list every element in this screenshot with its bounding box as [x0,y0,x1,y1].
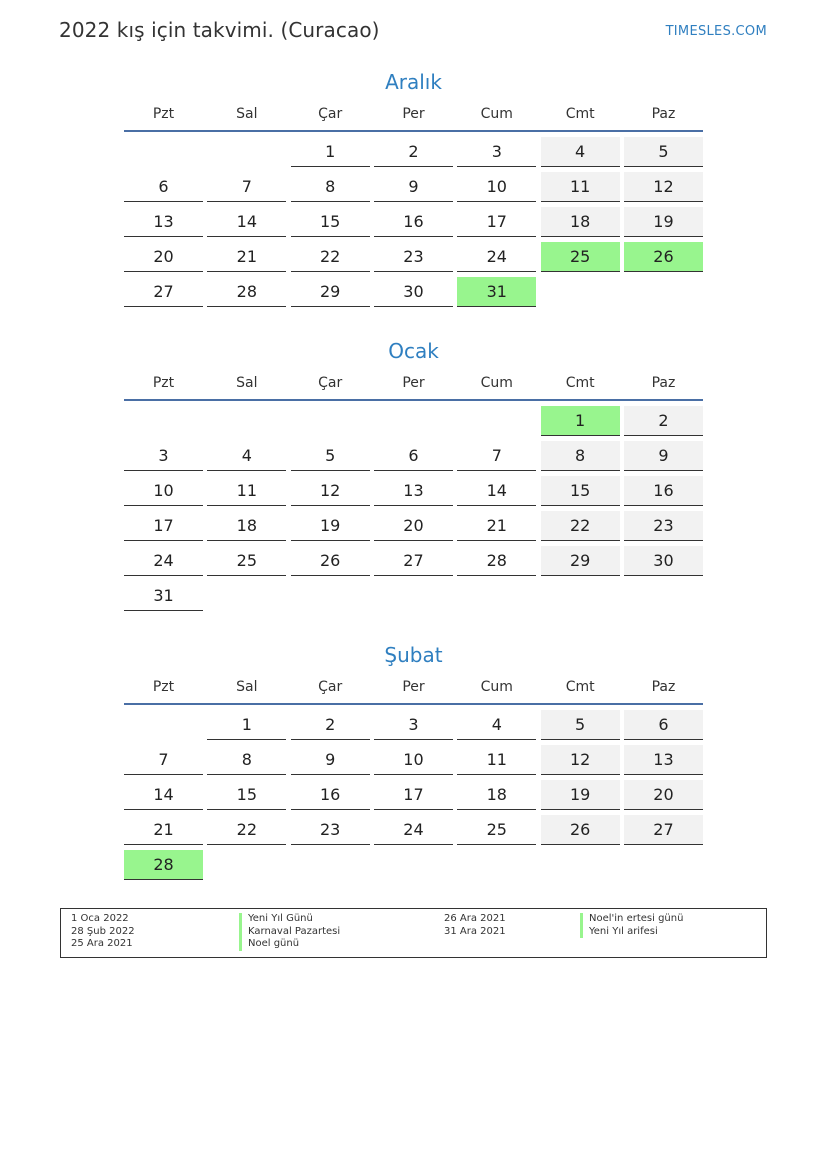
weekday-label: Paz [651,106,676,122]
weekday-label: Pzt [152,375,175,391]
month-title: Aralık [385,70,442,94]
legend-dates-left [71,913,135,951]
day-cell: 12 [624,172,703,202]
day-cell: 7 [457,441,536,471]
day-cell: 8 [291,172,370,202]
day-cell: 6 [374,441,453,471]
day-cell: 21 [457,511,536,541]
weekday-label: Sal [236,679,258,695]
day-cell: 2 [291,710,370,740]
weekday-label: Per [402,106,425,122]
day-cell: 1 [207,710,286,740]
weekday-header [124,104,703,132]
day-cell: 22 [291,242,370,272]
legend-date: 31 Ara 2021 [444,925,506,937]
day-cell: 3 [374,710,453,740]
day-cell: 5 [291,441,370,471]
month-january [124,339,703,616]
day-cell: 4 [207,441,286,471]
holiday-day-cell: 28 [124,850,203,880]
day-cell: 26 [541,815,620,845]
legend-dates-right [444,913,506,938]
day-cell: 27 [374,546,453,576]
month-title: Ocak [388,339,439,363]
day-cell: 10 [457,172,536,202]
day-cell: 23 [624,511,703,541]
holiday-day-cell: 25 [541,242,620,272]
day-cell: 22 [541,511,620,541]
day-cell: 18 [541,207,620,237]
day-cell: 10 [124,476,203,506]
day-cell: 6 [124,172,203,202]
day-cell: 21 [207,242,286,272]
day-cell: 15 [541,476,620,506]
day-cell: 7 [207,172,286,202]
holiday-day-cell: 26 [624,242,703,272]
day-cell: 17 [457,207,536,237]
day-cell: 19 [541,780,620,810]
holiday-day-cell: 31 [457,277,536,307]
empty-cell [457,406,536,435]
day-cell: 29 [541,546,620,576]
empty-cell [291,406,370,435]
day-cell: 12 [541,745,620,775]
day-cell: 20 [374,511,453,541]
legend-date: 1 Oca 2022 [71,913,129,924]
day-cell: 8 [541,441,620,471]
day-cell: 25 [207,546,286,576]
day-cell: 14 [124,780,203,810]
month-february [124,643,703,885]
day-cell: 7 [124,745,203,775]
day-cell: 13 [124,207,203,237]
day-cell: 17 [124,511,203,541]
holiday-day-cell: 1 [541,406,620,436]
day-cell: 29 [291,277,370,307]
day-cell: 30 [624,546,703,576]
day-cell: 27 [624,815,703,845]
legend-names-left [239,913,340,951]
empty-cell [124,710,203,739]
day-cell: 21 [124,815,203,845]
weekday-label: Çar [318,679,343,695]
day-cell: 13 [624,745,703,775]
legend-date: 25 Ara 2021 [71,938,133,949]
day-cell: 15 [207,780,286,810]
legend-date: 28 Şub 2022 [71,925,135,937]
day-cell: 25 [457,815,536,845]
day-cell: 10 [374,745,453,775]
day-cell: 2 [374,137,453,167]
weekday-label: Per [402,679,425,695]
day-cell: 5 [624,137,703,167]
day-cell: 19 [624,207,703,237]
month-december [124,70,703,312]
day-cell: 28 [207,277,286,307]
day-cell: 6 [624,710,703,740]
day-cell: 5 [541,710,620,740]
weekday-label: Pzt [152,106,175,122]
day-cell: 24 [124,546,203,576]
weekday-label: Cmt [565,106,595,122]
day-cell: 18 [457,780,536,810]
day-cell: 15 [291,207,370,237]
day-cell: 13 [374,476,453,506]
day-cell: 26 [291,546,370,576]
day-cell: 24 [374,815,453,845]
empty-cell [124,137,203,166]
site-name[interactable]: TIMESLES.COM [665,24,767,39]
day-cell: 18 [207,511,286,541]
empty-cell [207,137,286,166]
day-cell: 4 [457,710,536,740]
legend-holiday-name: Karnaval Pazartesi [239,926,340,939]
weekday-label: Çar [318,106,343,122]
day-cell: 14 [207,207,286,237]
day-cell: 11 [541,172,620,202]
day-cell: 23 [291,815,370,845]
day-cell: 30 [374,277,453,307]
day-cell: 9 [374,172,453,202]
day-cell: 20 [124,242,203,272]
days-grid [124,710,703,885]
day-cell: 9 [291,745,370,775]
days-grid [124,137,703,312]
day-cell: 8 [207,745,286,775]
day-cell: 28 [457,546,536,576]
holiday-legend [60,908,767,958]
legend-holiday-name: Yeni Yıl Günü [239,913,340,926]
day-cell: 27 [124,277,203,307]
weekday-label: Çar [318,375,343,391]
weekday-label: Paz [651,375,676,391]
weekday-label: Pzt [152,679,175,695]
day-cell: 2 [624,406,703,436]
weekday-label: Cum [480,679,513,695]
day-cell: 14 [457,476,536,506]
day-cell: 23 [374,242,453,272]
weekday-label: Cmt [565,679,595,695]
empty-cell [207,406,286,435]
day-cell: 31 [124,581,203,611]
weekday-label: Sal [236,375,258,391]
day-cell: 11 [457,745,536,775]
day-cell: 1 [291,137,370,167]
weekday-header [124,373,703,401]
day-cell: 4 [541,137,620,167]
legend-holiday-name: Noel'in ertesi günü [580,913,683,926]
day-cell: 22 [207,815,286,845]
day-cell: 11 [207,476,286,506]
day-cell: 3 [124,441,203,471]
days-grid [124,406,703,616]
day-cell: 24 [457,242,536,272]
day-cell: 20 [624,780,703,810]
day-cell: 12 [291,476,370,506]
weekday-header [124,677,703,705]
weekday-label: Paz [651,679,676,695]
month-title: Şubat [384,643,443,667]
legend-holiday-name: Yeni Yıl arifesi [580,926,683,939]
empty-cell [124,406,203,435]
weekday-label: Per [402,375,425,391]
legend-names-right [580,913,683,938]
weekday-label: Sal [236,106,258,122]
page-title: 2022 kış için takvimi. (Curacao) [59,18,380,42]
day-cell: 16 [374,207,453,237]
day-cell: 16 [291,780,370,810]
day-cell: 17 [374,780,453,810]
weekday-label: Cum [480,106,513,122]
weekday-label: Cum [480,375,513,391]
day-cell: 19 [291,511,370,541]
day-cell: 3 [457,137,536,167]
day-cell: 16 [624,476,703,506]
empty-cell [374,406,453,435]
legend-holiday-name: Noel günü [239,938,340,951]
weekday-label: Cmt [565,375,595,391]
day-cell: 9 [624,441,703,471]
legend-date: 26 Ara 2021 [444,913,506,924]
